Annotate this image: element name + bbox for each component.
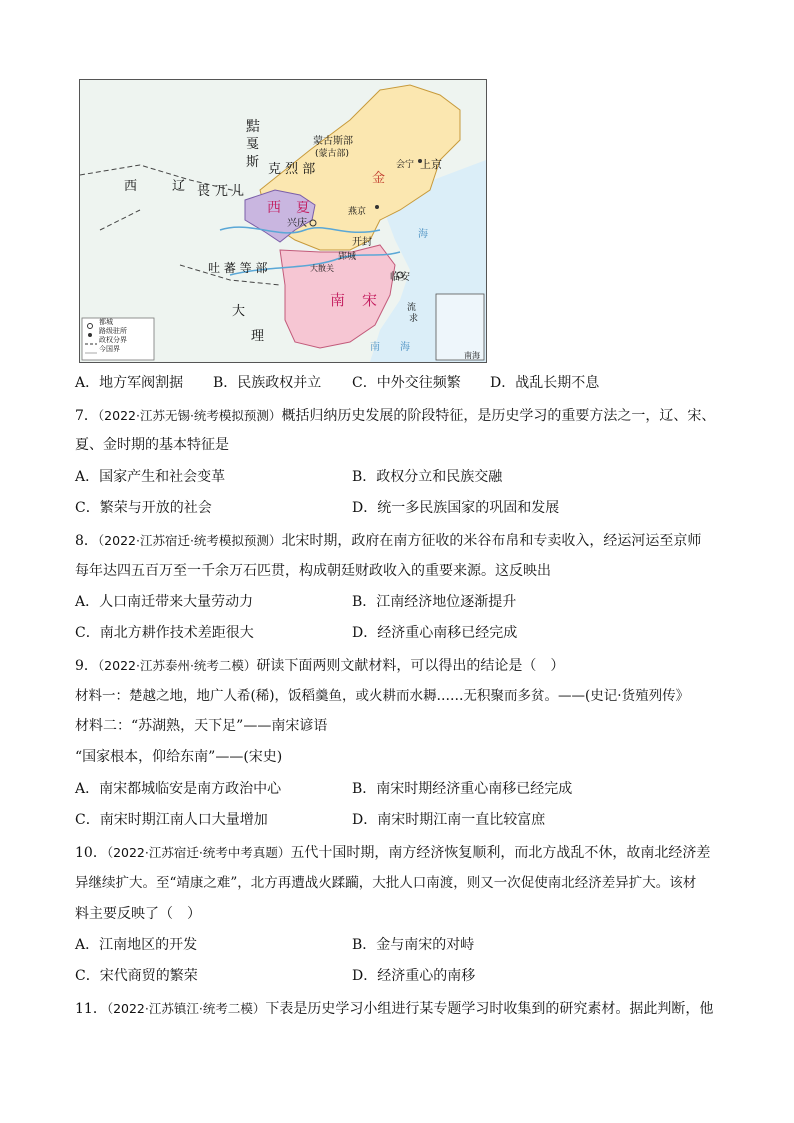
map-label-dasan: 大散关 [310,264,334,273]
q7-stem-line1 [75,406,715,426]
q9-material-2: 材料二：“苏湖熟，天下足”——南宋谚语 [75,718,328,734]
map-label-kaifeng: 开封 [352,237,372,248]
q9-stem-line [75,656,564,676]
q7-option-a[interactable]: A．国家产生和社会变革 [75,469,226,485]
q8-option-a[interactable]: A．人口南迁带来大量劳动力 [75,594,254,610]
map-label-xiliao-xi: 西 [124,179,138,194]
q9-option-a[interactable]: A．南宋都城临安是南方政治中心 [75,781,282,797]
q10-stem1: 五代十国时期，南方经济恢复顺利，而北方战乱不休，故南北经济差 [290,845,711,861]
map-label-xixia3: 斯 [246,155,260,170]
q9-number: 9． [75,658,98,674]
legend-capital-label: 都城 [99,318,113,326]
q10-stem-line1 [75,843,710,863]
q11-stem-line1 [75,999,713,1019]
q7-stem1: 概括归纳历史发展的阶段特征，是历史学习的重要方法之一，辽、宋、 [281,408,716,424]
q10-stem-line2: 异继续扩大。至“靖康之难”，北方再遭战火蹂躏，大批人口南渡，则又一次促使南北经济差异扩大。该材 [75,875,697,891]
q9-option-b[interactable]: B．南宋时期经济重心南移已经完成 [352,781,573,797]
map-label-mongol2: (蒙古部) [315,149,350,159]
yanjing-marker [375,205,379,209]
map-label-dali2: 理 [251,329,265,344]
q8-stem-line1 [75,531,701,551]
q11-number: 11． [75,1001,107,1017]
map-label-yanjing: 燕京 [348,207,367,217]
map-label-nansong-nan: 南 [330,291,346,309]
map-label-hai3: 海 [400,342,410,353]
q9-stem: 研读下面两则文献材料，可以得出的结论是（ ） [256,658,565,674]
q8-option-c[interactable]: C．南北方耕作技术差距很大 [75,625,254,641]
q8-stem-line2: 每年达四五百万至一千余万石匹贯，构成朝廷财政收入的重要来源。这反映出 [75,563,551,579]
map-label-jin: 金 [372,171,386,186]
map-label-xixia1: 黠 [246,119,260,135]
q8-option-b[interactable]: B．江南经济地位逐渐提升 [352,594,517,610]
map-label-kelie: 克 烈 部 [268,162,316,177]
map-label-xingqing: 兴庆 [287,218,307,229]
q9-option-c[interactable]: C．南宋时期江南人口大量增加 [75,812,268,828]
map-label-liuqiu2: 求 [409,314,419,324]
legend-seat-icon [88,333,92,337]
map-label-xiliao-l3: 兀 [215,184,229,199]
q6-option-d[interactable]: D．战乱长期不息 [490,375,600,391]
map-label-nansong-song: 宋 [362,291,378,309]
map-label-xiliao-l4: 儿 [231,184,245,199]
q7-option-b[interactable]: B．政权分立和民族交融 [352,469,503,485]
q6-option-a[interactable]: A．地方军阀割据 [75,375,184,391]
map-label-nanhai: 南海 [464,351,480,360]
q10-option-b[interactable]: B．金与南宋的对峙 [352,937,475,953]
q10-option-c[interactable]: C．宋代商贸的繁荣 [75,968,198,984]
map-label-hai2: 南 [370,342,380,353]
q8-source: （2022·江苏宿迁·统考模拟预测） [97,533,282,548]
map-label-shangjing: 上京 [420,158,442,171]
historical-map [79,79,487,363]
q8-number: 8． [75,533,98,549]
map-label-dali1: 大 [232,304,246,319]
map-graphic [80,80,486,362]
q9-material-3: “国家根本，仰给东南”——(宋史) [75,749,283,765]
q7-option-c[interactable]: C．繁荣与开放的社会 [75,500,212,516]
q10-option-d[interactable]: D．经济重心的南移 [352,968,476,984]
q6-option-b[interactable]: B．民族政权并立 [213,375,322,391]
q11-stem1: 下表是历史学习小组进行某专题学习时收集到的研究素材。据此判断，他 [265,1001,714,1017]
q7-stem-line2: 夏、金时期的基本特征是 [75,437,229,453]
q9-source: （2022·江苏泰州·统考二模） [97,658,257,673]
map-label-xixia-xia: 夏 [296,200,310,216]
map-label-xixia2: 戛 [246,137,260,152]
map-label-hai1: 海 [418,229,428,240]
q10-number: 10． [75,845,107,861]
q9-option-d[interactable]: D．南宋时期江南一直比较富庶 [352,812,546,828]
q9-material-1: 材料一：楚越之地，地广人希(稀)，饭稻羹鱼，或火耕而水耨……无积聚而多贫。——(史记·货殖列传》 [75,688,690,704]
q7-number: 7． [75,408,98,424]
legend-seat-label: 路级驻所 [99,327,127,335]
legend-border-label: 政权分界 [99,336,127,344]
map-label-mongol: 蒙古斯部 [313,136,353,147]
map-label-yingcheng: 郢城 [338,252,357,262]
q10-stem-line3: 料主要反映了（ ） [75,906,201,922]
q6-option-c[interactable]: C．中外交往频繁 [352,375,461,391]
map-label-xiliao-l2: 畏 [197,184,211,199]
q10-source: （2022·江苏宿迁·统考中考真题） [106,845,291,860]
q7-option-d[interactable]: D．统一多民族国家的巩固和发展 [352,500,560,516]
map-label-xiliao-l1: 辽 [172,179,186,194]
legend-modern-label: 今国界 [99,345,120,353]
map-label-linan: 临安 [390,272,410,283]
map-label-liuqiu: 流 [407,303,417,313]
q8-option-d[interactable]: D．经济重心南移已经完成 [352,625,518,641]
map-label-huining: 会宁 [396,160,415,170]
q7-source: （2022·江苏无锡·统考模拟预测） [97,408,282,423]
q11-source: （2022·江苏镇江·统考二模） [106,1001,266,1016]
q10-option-a[interactable]: A．江南地区的开发 [75,937,198,953]
q8-stem1: 北宋时期，政府在南方征收的米谷布帛和专卖收入，经运河运至京师 [281,533,702,549]
map-label-xixia-xi: 西 [267,200,281,216]
map-label-tufan: 吐 蕃 等 部 [208,261,268,275]
